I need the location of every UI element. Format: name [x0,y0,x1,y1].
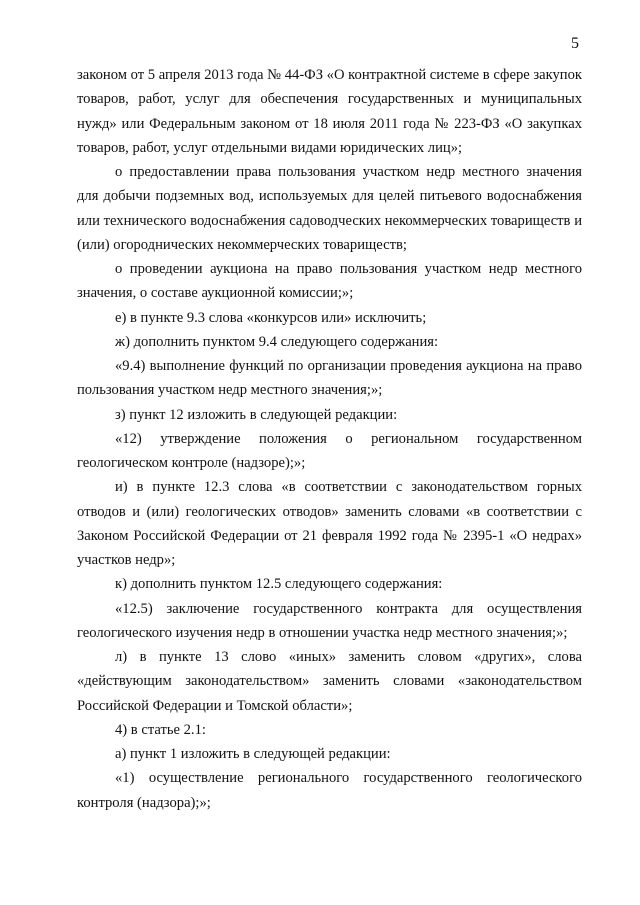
paragraph-item-a: а) пункт 1 изложить в следующей редакции: [115,746,391,762]
paragraph-water-use-rights: о предоставлении права пользования участком недр местного значения для добычи подземных вод, используемых для целей питьевого водоснабжения или технического водоснабжения садоводческих некоммерческих товариществ и (или) огороднических некоммерческих товариществ; [77,164,582,253]
document-body [77,63,582,815]
paragraph-item-zh: ж) дополнить пунктом 9.4 следующего содержания: [115,333,439,350]
paragraph-auction-commission: о проведении аукциона на право пользования участком недр местного значения, о составе аукционной комиссии;»; [77,261,582,302]
paragraph-point-9-4: «9.4) выполнение функций по организации проведения аукциона на право пользования участком недр местного значения;»; [77,358,582,399]
paragraph-procurement-laws: законом от 5 апреля 2013 года № 44-ФЗ «О контрактной системе в сфере закупок товаров, работ, услуг для обеспечения государственных и муниципальных нужд» или Федеральным законом от 18 июля 2011 года № 223-ФЗ «О закупках товаров, работ, услуг отдельными видами юридических лиц»; [77,67,582,156]
paragraph-point-12-5: «12.5) заключение государственного контракта для осуществления геологического изучения недр в отношении участка недр местного значения;»; [77,600,582,641]
page-number: 5 [571,35,579,52]
paragraph-item-z: з) пункт 12 изложить в следующей редакции: [115,406,398,423]
paragraph-item-i: и) в пункте 12.3 слова «в соответствии с законодательством горных отводов и (или) геологических отводов» заменить словами «в соответствии с Законом Российской Федерации от 21 февраля 1992 года № 2395-1 «О недрах» участков недр»; [77,479,582,568]
paragraph-item-l: л) в пункте 13 слово «иных» заменить словом «других», слова «действующим законодательством» заменить словами «законодательством Российской Федерации и Томской области»; [77,649,582,714]
paragraph-point-1: «1) осуществление регионального государственного геологического контроля (надзора);»; [77,770,582,811]
paragraph-article-2-1: 4) в статье 2.1: [115,721,206,738]
paragraph-item-k: к) дополнить пунктом 12.5 следующего содержания: [115,576,443,593]
paragraph-point-12: «12) утверждение положения о региональном государственном геологическом контроле (надзоре);»; [77,430,582,471]
paragraph-item-e: е) в пункте 9.3 слова «конкурсов или» исключить; [115,309,427,326]
